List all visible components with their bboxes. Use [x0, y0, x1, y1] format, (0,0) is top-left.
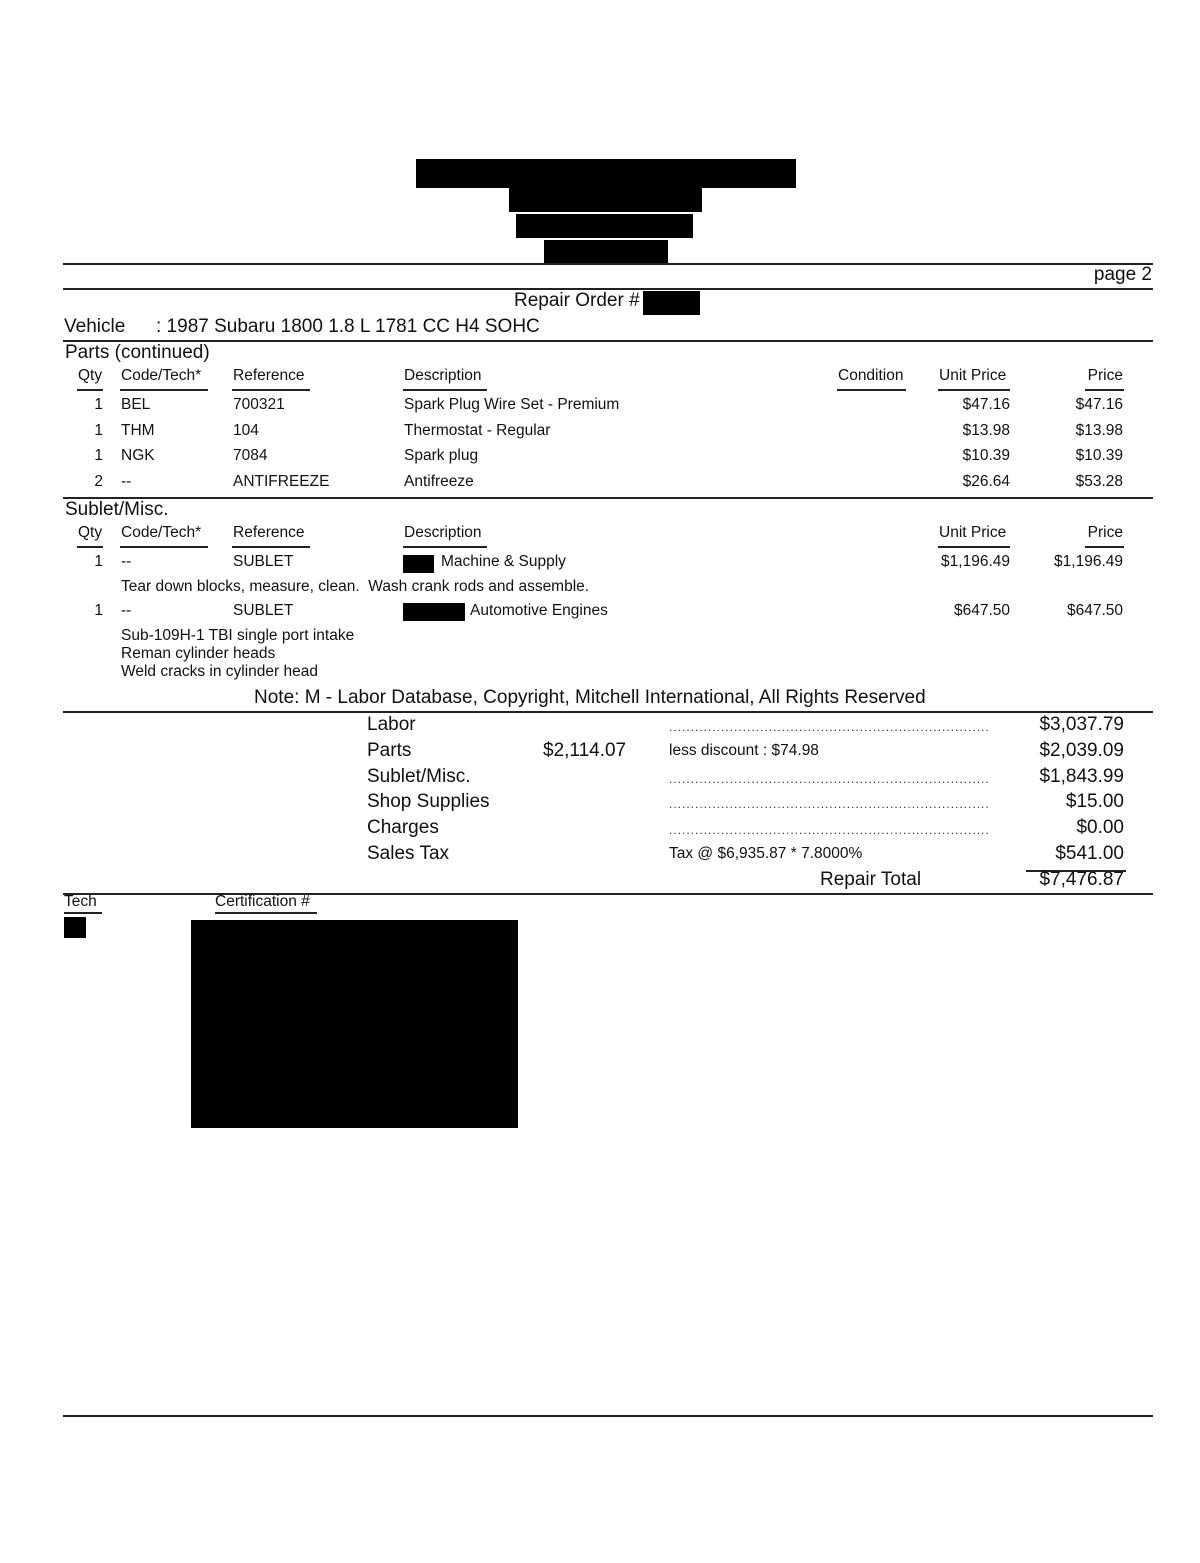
- parts-col-price-underline: [1085, 389, 1124, 391]
- certification-label-underline: [215, 912, 317, 914]
- parts-col-price: Price: [1087, 367, 1123, 384]
- totals-charges-label: Charges: [367, 817, 439, 838]
- part-code: THM: [121, 422, 155, 439]
- part-unit-price: $13.98: [962, 422, 1010, 439]
- totals-labor-leader: ..........................................................................: [669, 720, 990, 734]
- part-price: $13.98: [1075, 422, 1123, 439]
- sublet-note: Reman cylinder heads: [121, 645, 276, 662]
- vehicle-divider: [63, 340, 1153, 342]
- totals-sales-tax-amount: $541.00: [1055, 843, 1124, 864]
- redacted-shop-city: [516, 214, 693, 238]
- repair-order-label: Repair Order #: [514, 290, 640, 311]
- sublet-note: Tear down blocks, measure, clean. Wash crank rods and assemble.: [121, 578, 590, 595]
- parts-col-code-underline: [120, 389, 208, 391]
- repair-total-label: Repair Total: [820, 869, 922, 890]
- totals-labor-label: Labor: [367, 714, 416, 735]
- parts-col-condition-underline: [837, 389, 906, 391]
- part-reference: 700321: [233, 396, 285, 413]
- part-reference: ANTIFREEZE: [233, 473, 330, 490]
- sublet-qty: 1: [94, 602, 103, 619]
- part-price: $10.39: [1075, 447, 1123, 464]
- sublet-col-price: Price: [1087, 524, 1123, 541]
- sublet-col-price-underline: [1085, 546, 1124, 548]
- part-price: $53.28: [1075, 473, 1123, 490]
- part-description: Thermostat - Regular: [404, 422, 551, 439]
- totals-sublet-amount: $1,843.99: [1039, 766, 1124, 787]
- totals-parts-amount: $2,039.09: [1039, 740, 1124, 761]
- totals-shop-supplies-leader: ..........................................................................: [669, 797, 990, 811]
- redacted-tech-id: [64, 917, 86, 938]
- parts-col-description-underline: [403, 389, 487, 391]
- parts-col-code: Code/Tech*: [121, 367, 202, 384]
- sublet-col-reference: Reference: [233, 524, 305, 541]
- sublet-col-code-underline: [120, 546, 208, 548]
- redacted-shop-name: [416, 159, 796, 188]
- sublet-code: --: [121, 602, 132, 619]
- parts-col-qty: Qty: [78, 367, 103, 384]
- certification-label: Certification #: [215, 893, 310, 910]
- vehicle-label: Vehicle: [64, 316, 126, 337]
- part-description: Spark plug: [404, 447, 479, 464]
- sublet-col-unit-price: Unit Price: [939, 524, 1007, 541]
- parts-col-unit-price-underline: [938, 389, 1010, 391]
- totals-parts-label: Parts: [367, 740, 412, 761]
- part-unit-price: $26.64: [962, 473, 1010, 490]
- sublet-col-qty-underline: [77, 546, 103, 548]
- page-number: page 2: [1093, 264, 1152, 285]
- copyright-note: Note: M - Labor Database, Copyright, Mitchell International, All Rights Reserved: [254, 687, 926, 708]
- parts-section-title: Parts (continued): [65, 342, 210, 363]
- sublet-code: --: [121, 553, 132, 570]
- part-code: --: [121, 473, 132, 490]
- vehicle-value: : 1987 Subaru 1800 1.8 L 1781 CC H4 SOHC: [156, 316, 540, 337]
- parts-col-description: Description: [404, 367, 482, 384]
- totals-shop-supplies-amount: $15.00: [1065, 791, 1124, 812]
- part-qty: 1: [94, 422, 103, 439]
- parts-col-reference: Reference: [233, 367, 305, 384]
- part-description: Spark Plug Wire Set - Premium: [404, 396, 620, 413]
- totals-charges-amount: $0.00: [1076, 817, 1124, 838]
- part-reference: 104: [233, 422, 259, 439]
- sublet-unit-price: $1,196.49: [941, 553, 1010, 570]
- part-description: Antifreeze: [404, 473, 474, 490]
- sublet-unit-price: $647.50: [953, 602, 1010, 619]
- sublet-col-reference-underline: [232, 546, 310, 548]
- part-qty: 1: [94, 447, 103, 464]
- sublet-col-unit-price-underline: [938, 546, 1010, 548]
- tech-label-underline: [64, 912, 102, 914]
- part-code: BEL: [121, 396, 151, 413]
- parts-col-qty-underline: [77, 389, 103, 391]
- sublet-col-qty: Qty: [78, 524, 103, 541]
- redacted-vendor-name: [403, 603, 465, 621]
- sublet-price: $1,196.49: [1054, 553, 1123, 570]
- redacted-certification-block: [191, 920, 518, 1128]
- sublet-col-description-underline: [403, 546, 487, 548]
- redacted-repair-order-number: [643, 291, 700, 315]
- sublet-note: Sub-109H-1 TBI single port intake: [121, 627, 355, 644]
- sublet-note: Weld cracks in cylinder head: [121, 663, 318, 680]
- totals-sublet-leader: ..........................................................................: [669, 772, 990, 786]
- parts-col-unit-price: Unit Price: [939, 367, 1007, 384]
- sublet-price: $647.50: [1066, 602, 1123, 619]
- totals-sales-tax-detail: Tax @ $6,935.87 * 7.8000%: [669, 845, 863, 862]
- page-bottom-rule: [63, 1415, 1153, 1417]
- sublet-col-code: Code/Tech*: [121, 524, 202, 541]
- part-unit-price: $47.16: [962, 396, 1010, 413]
- part-price: $47.16: [1075, 396, 1123, 413]
- sublet-reference: SUBLET: [233, 602, 294, 619]
- part-qty: 2: [94, 473, 103, 490]
- sublet-section-title: Sublet/Misc.: [65, 499, 169, 520]
- redacted-vendor-name: [403, 555, 434, 573]
- part-code: NGK: [121, 447, 155, 464]
- redacted-shop-address: [509, 187, 702, 212]
- part-qty: 1: [94, 396, 103, 413]
- sublet-reference: SUBLET: [233, 553, 294, 570]
- sublet-description: Machine & Supply: [441, 553, 566, 570]
- totals-sales-tax-label: Sales Tax: [367, 843, 450, 864]
- part-unit-price: $10.39: [962, 447, 1010, 464]
- totals-divider-top: [63, 711, 1153, 713]
- sublet-col-description: Description: [404, 524, 482, 541]
- repair-total-amount: $7,476.87: [1039, 869, 1124, 890]
- parts-col-reference-underline: [232, 389, 310, 391]
- header-divider-top: [63, 263, 1153, 265]
- redacted-shop-phone: [544, 240, 668, 264]
- totals-sublet-label: Sublet/Misc.: [367, 766, 471, 787]
- totals-labor-amount: $3,037.79: [1039, 714, 1124, 735]
- sublet-qty: 1: [94, 553, 103, 570]
- tech-label: Tech: [64, 893, 97, 910]
- sublet-description: Automotive Engines: [470, 602, 608, 619]
- part-reference: 7084: [233, 447, 268, 464]
- totals-parts-subtotal: $2,114.07: [543, 740, 627, 761]
- totals-charges-leader: ..........................................................................: [669, 823, 990, 837]
- totals-parts-detail: less discount : $74.98: [669, 742, 819, 759]
- parts-divider: [63, 497, 1153, 499]
- parts-col-condition: Condition: [838, 367, 904, 384]
- totals-shop-supplies-label: Shop Supplies: [367, 791, 490, 812]
